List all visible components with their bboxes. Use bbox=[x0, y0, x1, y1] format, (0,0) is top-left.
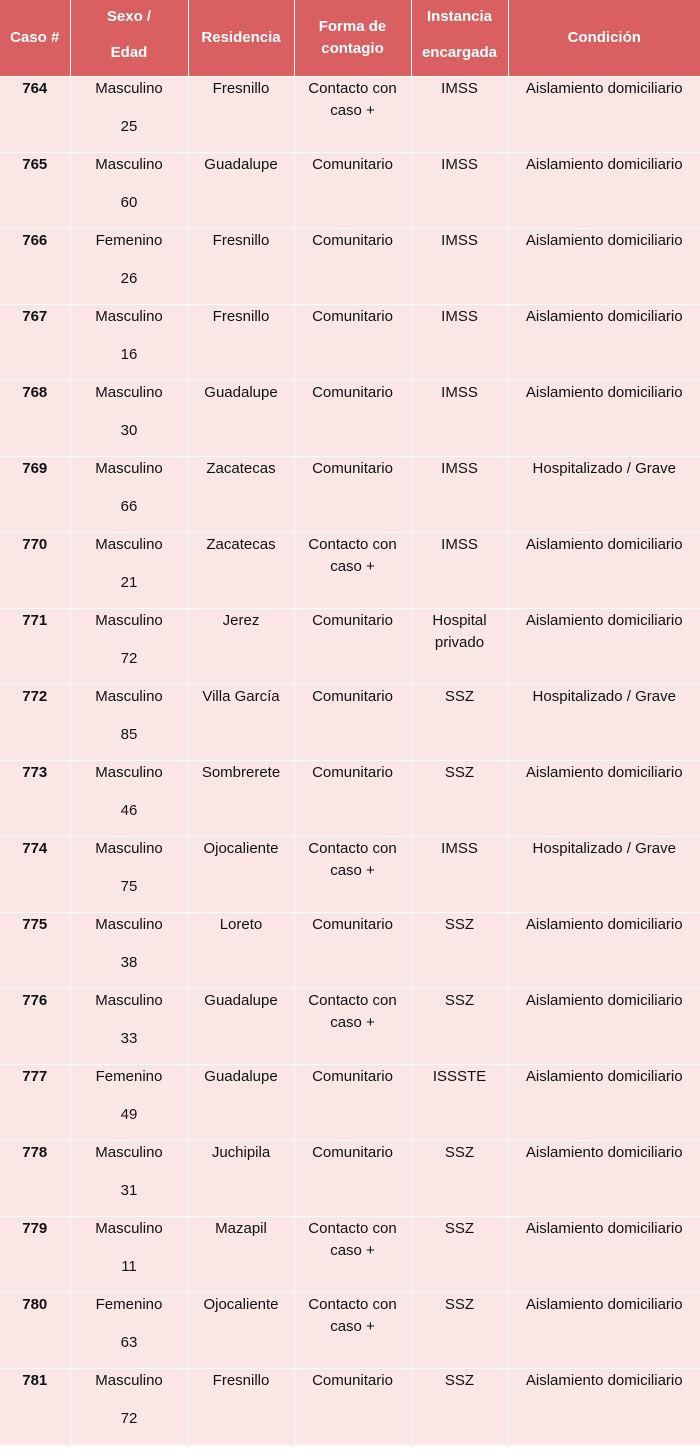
table-row bbox=[0, 229, 700, 305]
cell-forma-contagio: Contacto con caso + bbox=[294, 77, 411, 153]
cell-sexo-edad bbox=[70, 837, 188, 913]
cell-residencia: Jerez bbox=[188, 609, 294, 685]
cell-forma-contagio: Contacto con caso + bbox=[294, 989, 411, 1065]
cell-condicion: Aislamiento domiciliario bbox=[508, 77, 700, 153]
cell-condicion: Hospitalizado / Grave bbox=[508, 837, 700, 913]
cell-residencia: Loreto bbox=[188, 913, 294, 989]
cell-residencia: Guadalupe bbox=[188, 1065, 294, 1141]
cell-edad: 30 bbox=[120, 422, 138, 439]
cell-forma-contagio: Comunitario bbox=[294, 1369, 411, 1445]
cell-caso: 775 bbox=[0, 913, 70, 989]
cell-instancia: IMSS bbox=[411, 153, 508, 229]
cell-edad: 85 bbox=[120, 726, 138, 743]
table-row bbox=[0, 153, 700, 229]
cell-caso: 766 bbox=[0, 229, 70, 305]
cell-residencia: Zacatecas bbox=[188, 457, 294, 533]
cell-sexo: Masculino bbox=[95, 1144, 163, 1161]
cell-instancia: IMSS bbox=[411, 533, 508, 609]
header-residencia: Residencia bbox=[188, 0, 294, 77]
cell-caso: 773 bbox=[0, 761, 70, 837]
cell-caso: 769 bbox=[0, 457, 70, 533]
cell-sexo: Masculino bbox=[95, 460, 163, 477]
cell-residencia: Fresnillo bbox=[188, 305, 294, 381]
cell-condicion: Aislamiento domiciliario bbox=[508, 229, 700, 305]
cell-edad: 11 bbox=[121, 1258, 137, 1275]
cell-instancia: SSZ bbox=[411, 989, 508, 1065]
cell-condicion: Hospitalizado / Grave bbox=[508, 685, 700, 761]
cell-instancia: IMSS bbox=[411, 457, 508, 533]
cell-condicion: Aislamiento domiciliario bbox=[508, 989, 700, 1065]
cell-condicion: Aislamiento domiciliario bbox=[508, 381, 700, 457]
cell-condicion: Aislamiento domiciliario bbox=[508, 1293, 700, 1369]
table-row bbox=[0, 1141, 700, 1217]
cell-forma-contagio: Contacto con caso + bbox=[294, 533, 411, 609]
cell-caso: 771 bbox=[0, 609, 70, 685]
cell-sexo-edad bbox=[70, 533, 188, 609]
cell-caso: 779 bbox=[0, 1217, 70, 1293]
cell-residencia: Fresnillo bbox=[188, 77, 294, 153]
cell-forma-contagio: Comunitario bbox=[294, 381, 411, 457]
header-sexo-edad: Sexo / Edad bbox=[70, 0, 188, 77]
table-row bbox=[0, 457, 700, 533]
cell-instancia: IMSS bbox=[411, 229, 508, 305]
cell-residencia: Mazapil bbox=[188, 1217, 294, 1293]
cell-sexo: Masculino bbox=[95, 612, 163, 629]
cell-sexo-edad bbox=[70, 609, 188, 685]
cell-edad: 60 bbox=[120, 194, 138, 211]
cell-edad: 72 bbox=[120, 1410, 138, 1427]
cell-sexo: Femenino bbox=[95, 1296, 163, 1313]
table-row bbox=[0, 837, 700, 913]
cell-edad: 46 bbox=[120, 802, 138, 819]
cell-sexo: Masculino bbox=[95, 536, 163, 553]
cell-sexo-edad bbox=[70, 761, 188, 837]
cell-edad: 49 bbox=[120, 1106, 138, 1123]
cell-forma-contagio: Comunitario bbox=[294, 153, 411, 229]
cell-condicion: Aislamiento domiciliario bbox=[508, 913, 700, 989]
cell-edad: 26 bbox=[120, 270, 138, 287]
table-row bbox=[0, 77, 700, 153]
cell-edad: 33 bbox=[120, 1030, 138, 1047]
cell-forma-contagio: Comunitario bbox=[294, 1065, 411, 1141]
cell-sexo: Masculino bbox=[95, 80, 163, 97]
cell-caso: 767 bbox=[0, 305, 70, 381]
cell-residencia: Juchipila bbox=[188, 1141, 294, 1217]
cell-condicion: Aislamiento domiciliario bbox=[508, 533, 700, 609]
cell-sexo-edad bbox=[70, 229, 188, 305]
cell-caso: 777 bbox=[0, 1065, 70, 1141]
cell-sexo: Masculino bbox=[95, 308, 163, 325]
cell-condicion: Hospitalizado / Grave bbox=[508, 457, 700, 533]
cell-sexo: Masculino bbox=[95, 1220, 163, 1237]
cell-caso: 772 bbox=[0, 685, 70, 761]
table-header-row bbox=[0, 0, 700, 77]
cell-sexo-edad bbox=[70, 381, 188, 457]
cell-sexo: Masculino bbox=[95, 156, 163, 173]
cell-residencia: Sombrerete bbox=[188, 761, 294, 837]
cell-residencia: Fresnillo bbox=[188, 229, 294, 305]
cell-instancia: ISSSTE bbox=[411, 1065, 508, 1141]
cell-forma-contagio: Comunitario bbox=[294, 229, 411, 305]
cell-caso: 776 bbox=[0, 989, 70, 1065]
cell-sexo-edad bbox=[70, 1065, 188, 1141]
table-row bbox=[0, 761, 700, 837]
cell-condicion: Aislamiento domiciliario bbox=[508, 1217, 700, 1293]
cell-sexo-edad bbox=[70, 685, 188, 761]
cell-instancia: SSZ bbox=[411, 1217, 508, 1293]
cell-caso: 764 bbox=[0, 77, 70, 153]
cell-sexo: Masculino bbox=[95, 840, 163, 857]
cell-residencia: Villa García bbox=[188, 685, 294, 761]
table-row bbox=[0, 1293, 700, 1369]
cell-edad: 25 bbox=[120, 118, 138, 135]
cell-residencia: Guadalupe bbox=[188, 381, 294, 457]
cell-sexo: Masculino bbox=[95, 688, 163, 705]
cell-instancia: SSZ bbox=[411, 685, 508, 761]
cell-sexo-edad bbox=[70, 77, 188, 153]
cell-forma-contagio: Contacto con caso + bbox=[294, 1293, 411, 1369]
table-row bbox=[0, 989, 700, 1065]
header-caso: Caso # bbox=[0, 0, 70, 77]
cell-forma-contagio: Comunitario bbox=[294, 609, 411, 685]
cell-condicion: Aislamiento domiciliario bbox=[508, 1065, 700, 1141]
cell-caso: 768 bbox=[0, 381, 70, 457]
table-row bbox=[0, 1217, 700, 1293]
cell-sexo: Masculino bbox=[95, 764, 163, 781]
table-row bbox=[0, 609, 700, 685]
cell-condicion: Aislamiento domiciliario bbox=[508, 761, 700, 837]
cell-residencia: Guadalupe bbox=[188, 153, 294, 229]
cell-caso: 774 bbox=[0, 837, 70, 913]
cell-sexo: Masculino bbox=[95, 1372, 163, 1389]
cell-sexo: Masculino bbox=[95, 992, 163, 1009]
cell-sexo-edad bbox=[70, 457, 188, 533]
cell-forma-contagio: Comunitario bbox=[294, 1141, 411, 1217]
cell-sexo-edad bbox=[70, 913, 188, 989]
header-forma-contagio: Forma de contagio bbox=[294, 0, 411, 77]
cell-caso: 780 bbox=[0, 1293, 70, 1369]
header-condicion: Condición bbox=[508, 0, 700, 77]
header-instancia: Instancia encargada bbox=[411, 0, 508, 77]
cell-caso: 778 bbox=[0, 1141, 70, 1217]
cell-sexo-edad bbox=[70, 1369, 188, 1445]
cell-instancia: SSZ bbox=[411, 1369, 508, 1445]
cell-edad: 66 bbox=[120, 498, 138, 515]
cell-sexo-edad bbox=[70, 989, 188, 1065]
cell-sexo: Masculino bbox=[95, 916, 163, 933]
cell-forma-contagio: Comunitario bbox=[294, 913, 411, 989]
cell-residencia: Zacatecas bbox=[188, 533, 294, 609]
cell-sexo-edad bbox=[70, 1217, 188, 1293]
cell-residencia: Fresnillo bbox=[188, 1369, 294, 1445]
table-row bbox=[0, 1065, 700, 1141]
table-row bbox=[0, 685, 700, 761]
cell-edad: 31 bbox=[120, 1182, 138, 1199]
cell-instancia: IMSS bbox=[411, 381, 508, 457]
cell-sexo: Femenino bbox=[95, 1068, 163, 1085]
cell-instancia: IMSS bbox=[411, 77, 508, 153]
cell-edad: 16 bbox=[120, 346, 138, 363]
cell-edad: 38 bbox=[120, 954, 138, 971]
cell-sexo-edad bbox=[70, 1293, 188, 1369]
cell-sexo: Femenino bbox=[95, 232, 163, 249]
cell-residencia: Ojocaliente bbox=[188, 1293, 294, 1369]
cell-condicion: Aislamiento domiciliario bbox=[508, 1369, 700, 1445]
cell-caso: 781 bbox=[0, 1369, 70, 1445]
cell-sexo-edad bbox=[70, 305, 188, 381]
cell-caso: 765 bbox=[0, 153, 70, 229]
cell-instancia: SSZ bbox=[411, 913, 508, 989]
cell-instancia: SSZ bbox=[411, 1293, 508, 1369]
table-row bbox=[0, 1369, 700, 1445]
cell-edad: 72 bbox=[120, 650, 138, 667]
table-row bbox=[0, 533, 700, 609]
cell-condicion: Aislamiento domiciliario bbox=[508, 1141, 700, 1217]
table-row bbox=[0, 913, 700, 989]
cell-residencia: Ojocaliente bbox=[188, 837, 294, 913]
cell-residencia: Guadalupe bbox=[188, 989, 294, 1065]
cell-edad: 75 bbox=[120, 878, 138, 895]
cell-instancia: IMSS bbox=[411, 305, 508, 381]
cell-sexo-edad bbox=[70, 1141, 188, 1217]
table-row bbox=[0, 381, 700, 457]
cell-instancia: SSZ bbox=[411, 761, 508, 837]
cell-forma-contagio: Comunitario bbox=[294, 305, 411, 381]
cell-sexo-edad bbox=[70, 153, 188, 229]
cell-condicion: Aislamiento domiciliario bbox=[508, 153, 700, 229]
cell-forma-contagio: Contacto con caso + bbox=[294, 837, 411, 913]
cell-instancia: SSZ bbox=[411, 1141, 508, 1217]
cell-forma-contagio: Comunitario bbox=[294, 457, 411, 533]
cell-forma-contagio: Comunitario bbox=[294, 685, 411, 761]
cell-edad: 63 bbox=[120, 1334, 138, 1351]
cell-forma-contagio: Contacto con caso + bbox=[294, 1217, 411, 1293]
table-row bbox=[0, 305, 700, 381]
cell-caso: 770 bbox=[0, 533, 70, 609]
cell-instancia: Hospital privado bbox=[411, 609, 508, 685]
cell-condicion: Aislamiento domiciliario bbox=[508, 305, 700, 381]
cell-instancia: IMSS bbox=[411, 837, 508, 913]
cell-forma-contagio: Comunitario bbox=[294, 761, 411, 837]
cell-sexo: Masculino bbox=[95, 384, 163, 401]
cell-edad: 21 bbox=[120, 574, 138, 591]
cell-condicion: Aislamiento domiciliario bbox=[508, 609, 700, 685]
